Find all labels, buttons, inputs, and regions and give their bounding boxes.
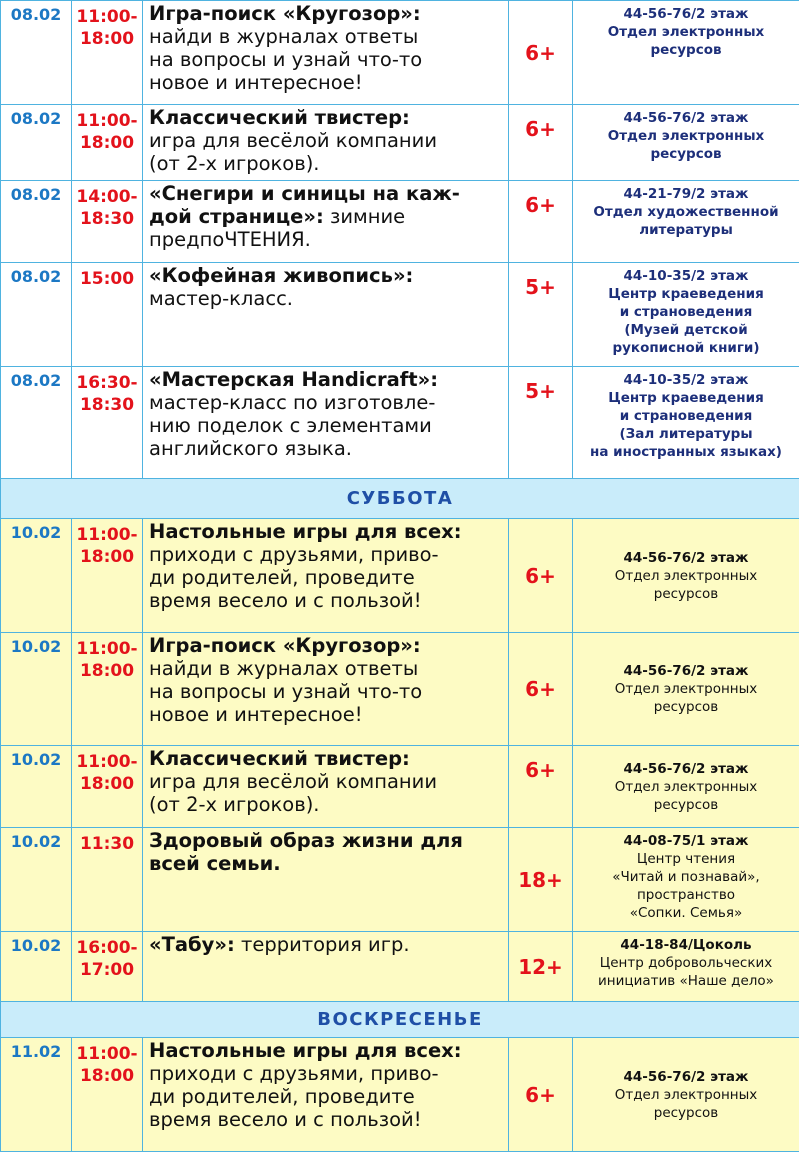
event-date: 08.02 (1, 1, 72, 105)
event-description: Классический твистер: игра для весёлой компании (от 2-х игроков). (143, 746, 509, 828)
event-location: 44-56-76/2 этаж Отдел электронных ресурсов (573, 633, 799, 746)
event-location: 44-56-76/2 этаж Отдел электронных ресурсов (573, 746, 799, 828)
event-location: 44-56-76/2 этаж Отдел электронных ресурсов (573, 1, 799, 105)
event-date: 08.02 (1, 263, 72, 367)
event-description: «Мастерская Handicraft»: мастер-класс по изготовле- нию поделок с элементами английского языка. (143, 367, 509, 479)
event-description: Настольные игры для всех: приходи с друзьями, приво- ди родителей, проведите время весело и с пользой! (143, 519, 509, 633)
age-rating: 6+ (509, 1, 573, 105)
event-location: 44-10-35/2 этаж Центр краеведения и страноведения (Зал литературы на иностранных языках) (573, 367, 799, 479)
event-date: 10.02 (1, 519, 72, 633)
event-row (1, 828, 799, 932)
event-time: 11:00- 18:00 (72, 1, 143, 105)
event-time: 11:00- 18:00 (72, 105, 143, 181)
event-location: 44-10-35/2 этаж Центр краеведения и страноведения (Музей детской рукописной книги) (573, 263, 799, 367)
day-header-row (1, 479, 799, 519)
event-row (1, 181, 799, 263)
age-rating: 5+ (509, 367, 573, 479)
day-header-saturday: СУББОТА (1, 479, 799, 519)
event-description: Классический твистер: игра для весёлой компании (от 2-х игроков). (143, 105, 509, 181)
event-description: Настольные игры для всех: приходи с друзьями, приво- ди родителей, проведите время весело и с пользой! (143, 1038, 509, 1152)
event-row (1, 1038, 799, 1152)
event-date: 11.02 (1, 1038, 72, 1152)
event-date: 10.02 (1, 633, 72, 746)
age-rating: 6+ (509, 519, 573, 633)
event-row (1, 367, 799, 479)
event-location: 44-18-84/Цоколь Центр добровольческих инициатив «Наше дело» (573, 932, 799, 1002)
age-rating: 6+ (509, 1038, 573, 1152)
event-location: 44-21-79/2 этаж Отдел художественной литературы (573, 181, 799, 263)
event-row (1, 746, 799, 828)
age-rating: 5+ (509, 263, 573, 367)
event-time: 16:30- 18:30 (72, 367, 143, 479)
event-time: 16:00- 17:00 (72, 932, 143, 1002)
event-date: 10.02 (1, 828, 72, 932)
age-rating: 6+ (509, 633, 573, 746)
event-time: 11:00- 18:00 (72, 519, 143, 633)
age-rating: 18+ (509, 828, 573, 932)
age-rating: 6+ (509, 105, 573, 181)
day-header-row (1, 1002, 799, 1038)
age-rating: 6+ (509, 181, 573, 263)
age-rating: 6+ (509, 746, 573, 828)
event-row (1, 1, 799, 105)
event-location: 44-56-76/2 этаж Отдел электронных ресурсов (573, 105, 799, 181)
event-date: 08.02 (1, 105, 72, 181)
event-time: 11:00- 18:00 (72, 746, 143, 828)
age-rating: 12+ (509, 932, 573, 1002)
event-row (1, 633, 799, 746)
event-time: 15:00 (72, 263, 143, 367)
event-date: 10.02 (1, 746, 72, 828)
event-time: 11:00- 18:00 (72, 1038, 143, 1152)
event-location: 44-08-75/1 этаж Центр чтения «Читай и познавай», пространство «Сопки. Семья» (573, 828, 799, 932)
event-row (1, 519, 799, 633)
event-description: «Табу»: территория игр. (143, 932, 509, 1002)
event-description: Здоровый образ жизни для всей семьи. (143, 828, 509, 932)
day-header-sunday: ВОСКРЕСЕНЬЕ (1, 1002, 799, 1038)
event-time: 14:00- 18:30 (72, 181, 143, 263)
event-date: 10.02 (1, 932, 72, 1002)
event-date: 08.02 (1, 181, 72, 263)
event-location: 44-56-76/2 этаж Отдел электронных ресурсов (573, 519, 799, 633)
event-description: Игра-поиск «Кругозор»: найди в журналах ответы на вопросы и узнай что-то новое и интересное! (143, 1, 509, 105)
event-time: 11:00- 18:00 (72, 633, 143, 746)
event-description: «Снегири и синицы на каж- дой странице»: зимние предпоЧТЕНИЯ. (143, 181, 509, 263)
event-row (1, 263, 799, 367)
event-description: «Кофейная живопись»: мастер-класс. (143, 263, 509, 367)
event-row (1, 105, 799, 181)
event-time: 11:30 (72, 828, 143, 932)
event-description: Игра-поиск «Кругозор»: найди в журналах ответы на вопросы и узнай что-то новое и интересное! (143, 633, 509, 746)
event-date: 08.02 (1, 367, 72, 479)
event-row (1, 932, 799, 1002)
event-location: 44-56-76/2 этаж Отдел электронных ресурсов (573, 1038, 799, 1152)
